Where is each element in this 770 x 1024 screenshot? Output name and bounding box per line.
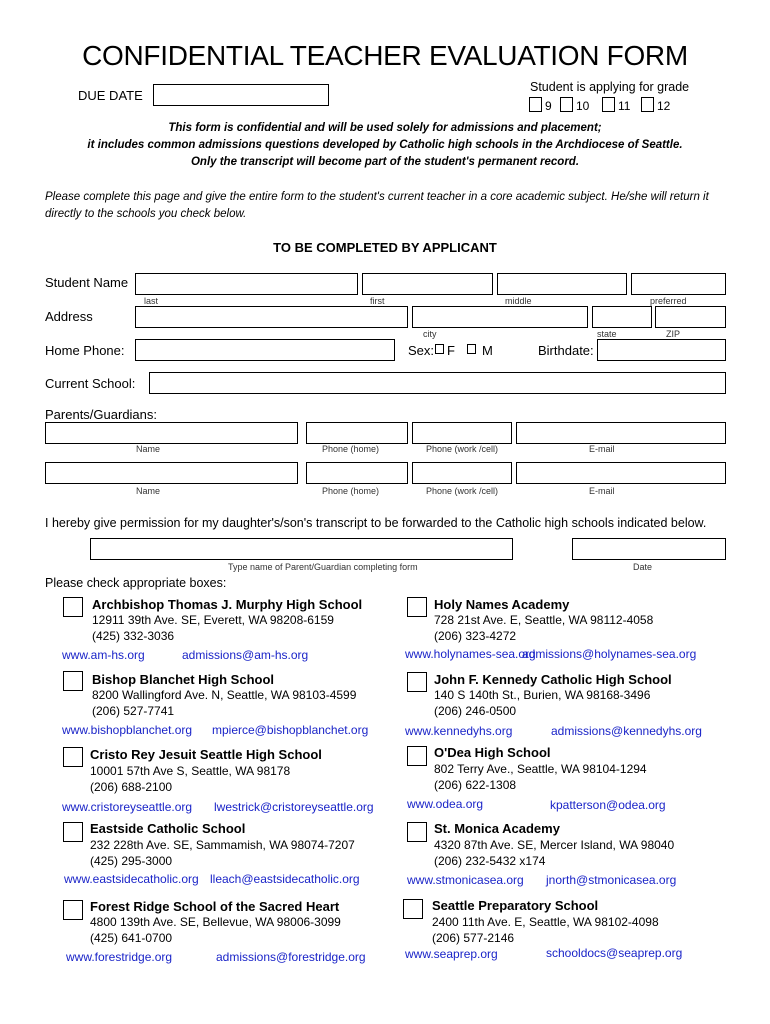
parent1-work-phone-sublabel: Phone (work /cell) bbox=[426, 444, 499, 454]
school-checkbox[interactable] bbox=[63, 747, 83, 767]
intro-line-3: Only the transcript will become part of the student's permanent record. bbox=[190, 156, 580, 168]
preferred-name-field[interactable] bbox=[631, 273, 726, 295]
preferred-sublabel: preferred bbox=[650, 296, 687, 306]
grade-9-label: 9 bbox=[545, 99, 552, 113]
school-checkbox[interactable] bbox=[63, 900, 83, 920]
permission-text: I hereby give permission for my daughter's/son's transcript to be forwarded to the Catholic high schools indicated below. bbox=[45, 516, 707, 530]
parent1-work-phone-field[interactable] bbox=[412, 422, 512, 444]
school-checkbox[interactable] bbox=[403, 899, 423, 919]
school-website-link[interactable]: www.forestridge.org bbox=[66, 950, 173, 964]
middle-name-field[interactable] bbox=[497, 273, 627, 295]
school-checkbox[interactable] bbox=[63, 597, 83, 617]
school-phone: (206) 527-7741 bbox=[92, 704, 175, 718]
check-boxes-label: Please check appropriate boxes: bbox=[45, 576, 227, 590]
school-phone: (206) 246-0500 bbox=[434, 704, 517, 718]
home-phone-field[interactable] bbox=[135, 339, 395, 361]
school-phone: (206) 232-5432 x174 bbox=[434, 854, 546, 868]
page-title: CONFIDENTIAL TEACHER EVALUATION FORM bbox=[82, 40, 688, 71]
state-sublabel: state bbox=[597, 329, 617, 339]
school-name: Archbishop Thomas J. Murphy High School bbox=[92, 597, 363, 612]
school-checkbox[interactable] bbox=[407, 597, 427, 617]
school-email-link[interactable]: admissions@am-hs.org bbox=[182, 648, 309, 662]
school-website-link[interactable]: www.kennedyhs.org bbox=[405, 724, 513, 738]
school-checkbox[interactable] bbox=[407, 746, 427, 766]
school-checkbox[interactable] bbox=[407, 822, 427, 842]
school-email-link[interactable]: schooldocs@seaprep.org bbox=[546, 946, 683, 960]
school-email-link[interactable]: admissions@holynames-sea.org bbox=[522, 647, 697, 661]
parent1-home-phone-sublabel: Phone (home) bbox=[322, 444, 380, 454]
sex-f-checkbox[interactable] bbox=[435, 344, 444, 354]
due-date-label: DUE DATE bbox=[78, 88, 143, 103]
school-address: 802 Terry Ave., Seattle, WA 98104-1294 bbox=[434, 762, 647, 776]
grade-9-checkbox[interactable] bbox=[529, 97, 542, 112]
street-address-field[interactable] bbox=[135, 306, 408, 328]
parent1-home-phone-field[interactable] bbox=[306, 422, 408, 444]
parent1-email-field[interactable] bbox=[516, 422, 726, 444]
instructions-line-1: Please complete this page and give the entire form to the student's current teacher in a core academic subject. He/she will return it bbox=[45, 191, 709, 203]
last-name-field[interactable] bbox=[135, 273, 358, 295]
school-name: St. Monica Academy bbox=[434, 821, 560, 836]
parent1-email-sublabel: E-mail bbox=[589, 444, 615, 454]
current-school-field[interactable] bbox=[149, 372, 726, 394]
parent1-name-field[interactable] bbox=[45, 422, 298, 444]
state-field[interactable] bbox=[592, 306, 652, 328]
school-name: Forest Ridge School of the Sacred Heart bbox=[90, 899, 340, 914]
middle-sublabel: middle bbox=[505, 296, 532, 306]
school-phone: (425) 295-3000 bbox=[90, 854, 173, 868]
grade-10-label: 10 bbox=[576, 99, 590, 113]
school-phone: (425) 641-0700 bbox=[90, 931, 173, 945]
parent-signature-field[interactable] bbox=[90, 538, 513, 560]
parent2-work-phone-field[interactable] bbox=[412, 462, 512, 484]
school-website-link[interactable]: www.bishopblanchet.org bbox=[62, 723, 193, 737]
first-name-field[interactable] bbox=[362, 273, 493, 295]
permission-date-field[interactable] bbox=[572, 538, 726, 560]
intro-line-1: This form is confidential and will be used solely for admissions and placement; bbox=[168, 122, 602, 134]
school-email-link[interactable]: mpierce@bishopblanchet.org bbox=[212, 723, 369, 737]
school-address: 140 S 140th St., Burien, WA 98168-3496 bbox=[434, 688, 651, 702]
school-email-link[interactable]: admissions@forestridge.org bbox=[216, 950, 366, 964]
city-sublabel: city bbox=[423, 329, 437, 339]
school-address: 728 21st Ave. E, Seattle, WA 98112-4058 bbox=[434, 613, 654, 627]
school-address: 4320 87th Ave. SE, Mercer Island, WA 98040 bbox=[434, 838, 675, 852]
parent2-name-field[interactable] bbox=[45, 462, 298, 484]
school-email-link[interactable]: lwestrick@cristoreyseattle.org bbox=[214, 800, 374, 814]
school-address: 2400 11th Ave. E, Seattle, WA 98102-4098 bbox=[432, 915, 659, 929]
school-name: O'Dea High School bbox=[434, 745, 551, 760]
date-sublabel: Date bbox=[633, 562, 653, 572]
school-website-link[interactable]: www.holynames-sea.org bbox=[405, 647, 536, 661]
school-website-link[interactable]: www.odea.org bbox=[407, 797, 484, 811]
school-name: Holy Names Academy bbox=[434, 597, 570, 612]
sex-m-label: M bbox=[482, 343, 493, 358]
grade-11-checkbox[interactable] bbox=[602, 97, 615, 112]
school-website-link[interactable]: www.cristoreyseattle.org bbox=[62, 800, 193, 814]
zip-field[interactable] bbox=[655, 306, 726, 328]
birthdate-field[interactable] bbox=[597, 339, 726, 361]
first-sublabel: first bbox=[370, 296, 385, 306]
school-name: Seattle Preparatory School bbox=[432, 898, 599, 913]
parent1-name-sublabel: Name bbox=[136, 444, 161, 454]
student-name-label: Student Name bbox=[45, 275, 129, 290]
school-address: 10001 57th Ave S, Seattle, WA 98178 bbox=[90, 764, 291, 778]
school-phone: (206) 577-2146 bbox=[432, 931, 515, 945]
school-phone: (206) 323-4272 bbox=[434, 629, 517, 643]
current-school-label: Current School: bbox=[45, 376, 136, 391]
sex-label: Sex: bbox=[408, 343, 435, 358]
parent2-work-phone-sublabel: Phone (work /cell) bbox=[426, 486, 499, 496]
school-name: Cristo Rey Jesuit Seattle High School bbox=[90, 747, 322, 762]
sex-f-label: F bbox=[447, 343, 455, 358]
parent2-home-phone-field[interactable] bbox=[306, 462, 408, 484]
school-checkbox[interactable] bbox=[63, 671, 83, 691]
school-email-link[interactable]: jnorth@stmonicasea.org bbox=[546, 873, 677, 887]
school-address: 4800 139th Ave. SE, Bellevue, WA 98006-3099 bbox=[90, 915, 341, 929]
school-website-link[interactable]: www.seaprep.org bbox=[405, 947, 498, 961]
parent2-email-sublabel: E-mail bbox=[589, 486, 615, 496]
sex-m-checkbox[interactable] bbox=[467, 344, 476, 354]
school-phone: (206) 688-2100 bbox=[90, 780, 173, 794]
school-website-link[interactable]: www.stmonicasea.org bbox=[407, 873, 524, 887]
parents-label: Parents/Guardians: bbox=[45, 407, 158, 422]
school-name: John F. Kennedy Catholic High School bbox=[434, 672, 672, 687]
school-email-link[interactable]: kpatterson@odea.org bbox=[550, 798, 666, 812]
school-address: 232 228th Ave. SE, Sammamish, WA 98074-7207 bbox=[90, 838, 355, 852]
school-website-link[interactable]: www.am-hs.org bbox=[62, 648, 145, 662]
signature-sublabel: Type name of Parent/Guardian completing form bbox=[228, 562, 418, 572]
section-heading: TO BE COMPLETED BY APPLICANT bbox=[273, 240, 497, 255]
school-address: 12911 39th Ave. SE, Everett, WA 98208-6159 bbox=[92, 613, 334, 627]
school-checkbox[interactable] bbox=[63, 822, 83, 842]
city-field[interactable] bbox=[412, 306, 588, 328]
school-email-link[interactable]: admissions@kennedyhs.org bbox=[551, 724, 702, 738]
zip-sublabel: ZIP bbox=[666, 329, 681, 339]
school-address: 8200 Wallingford Ave. N, Seattle, WA 98103-4599 bbox=[92, 688, 357, 702]
grade-11-label: 11 bbox=[618, 99, 631, 113]
grade-12-label: 12 bbox=[657, 99, 671, 113]
school-phone: (206) 622-1308 bbox=[434, 778, 517, 792]
birthdate-label: Birthdate: bbox=[538, 343, 594, 358]
parent2-email-field[interactable] bbox=[516, 462, 726, 484]
parent2-home-phone-sublabel: Phone (home) bbox=[322, 486, 380, 496]
school-name: Eastside Catholic School bbox=[90, 821, 246, 836]
address-label: Address bbox=[45, 309, 93, 324]
home-phone-label: Home Phone: bbox=[45, 343, 125, 358]
school-name: Bishop Blanchet High School bbox=[92, 672, 275, 687]
school-checkbox[interactable] bbox=[407, 672, 427, 692]
grade-12-checkbox[interactable] bbox=[641, 97, 654, 112]
due-date-field[interactable] bbox=[153, 84, 329, 106]
grade-label: Student is applying for grade bbox=[530, 80, 690, 94]
parent2-name-sublabel: Name bbox=[136, 486, 161, 496]
last-sublabel: last bbox=[144, 296, 159, 306]
intro-line-2: it includes common admissions questions developed by Catholic high schools in the Archdiocese of Seattle. bbox=[87, 139, 683, 151]
grade-10-checkbox[interactable] bbox=[560, 97, 573, 112]
school-phone: (425) 332-3036 bbox=[92, 629, 175, 643]
school-email-link[interactable]: lleach@eastsidecatholic.org bbox=[210, 872, 360, 886]
instructions-line-2: directly to the schools you check below. bbox=[45, 208, 247, 220]
school-website-link[interactable]: www.eastsidecatholic.org bbox=[64, 872, 199, 886]
